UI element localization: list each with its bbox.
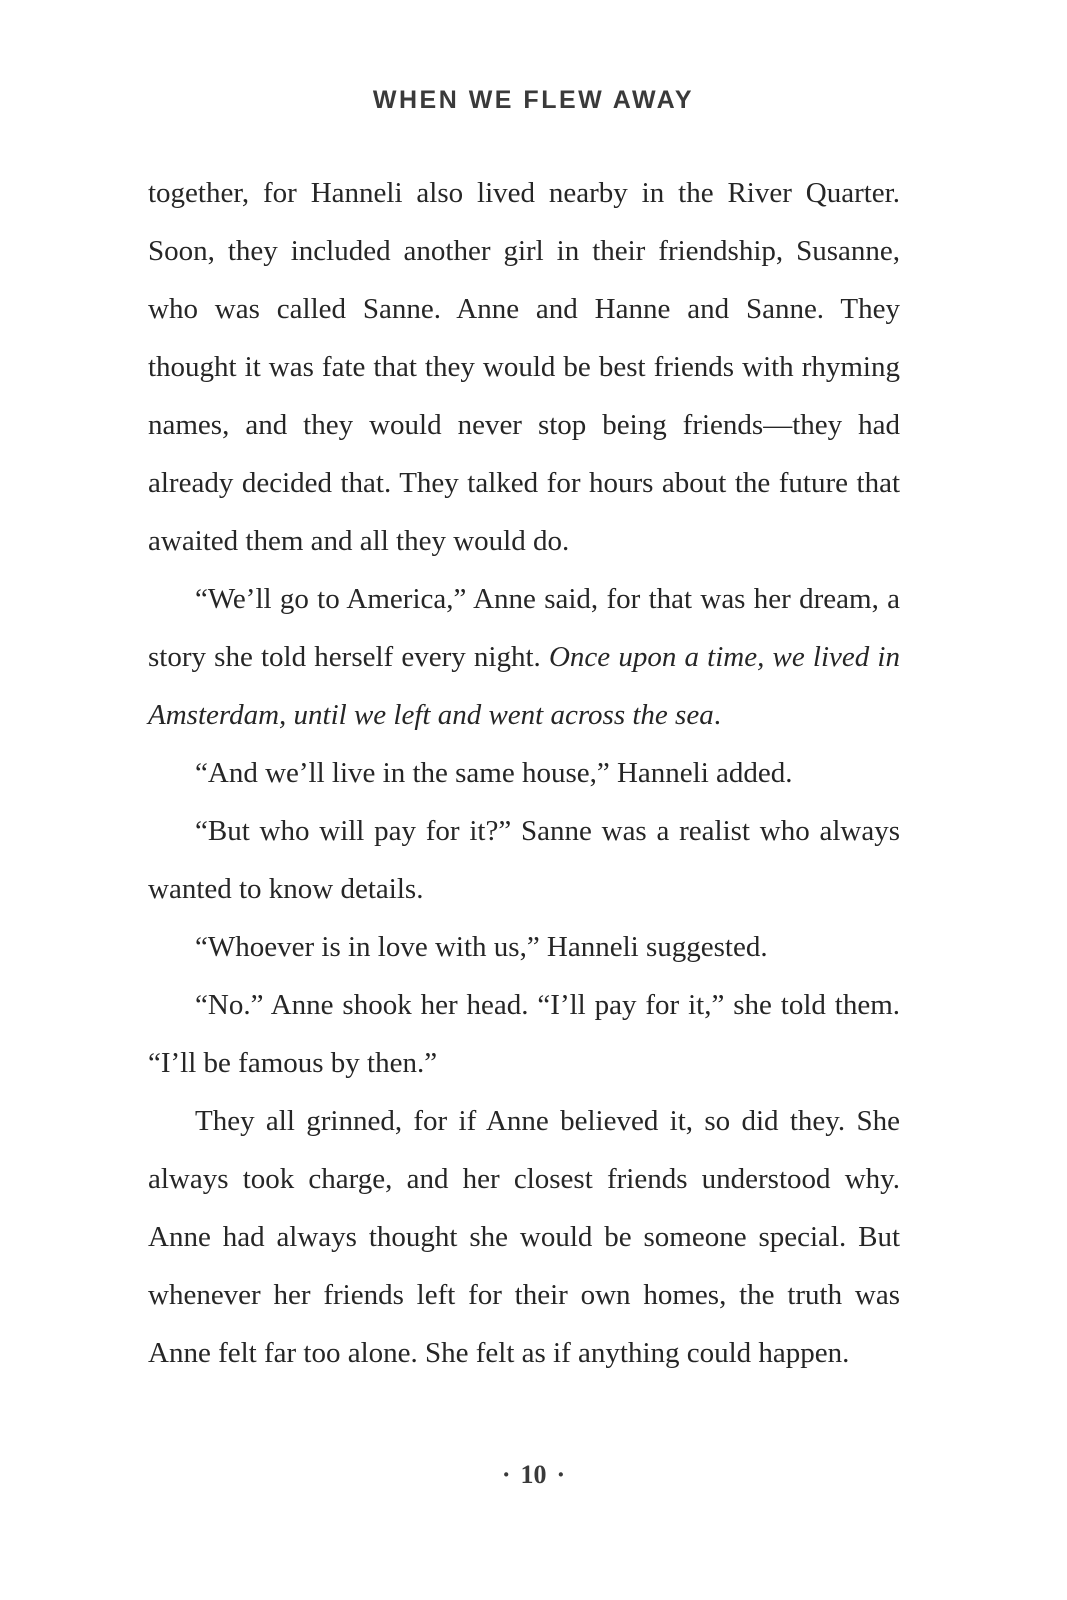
paragraph [148, 1092, 900, 1382]
text-run: “But who will pay for it?” Sanne was a realist who always wanted to know details. [148, 815, 900, 905]
text-run: “And we’ll live in the same house,” Hanneli added. [195, 757, 793, 789]
page-number-footer [0, 1460, 1067, 1490]
page-number: 10 [520, 1460, 547, 1489]
folio-bullet-right: · [556, 1460, 566, 1489]
text-run: . [713, 699, 721, 731]
paragraph [148, 802, 900, 918]
text-run: “No.” Anne shook her head. “I’ll pay for it,” she told them. “I’ll be famous by then.” [148, 989, 900, 1079]
text-run: “We’ll go to America,” Anne said, for that was her dream, a story she told herself every night. [148, 583, 900, 673]
folio-bullet-left: · [501, 1460, 511, 1489]
text-run: They all grinned, for if Anne believed it, so did they. She always took charge, and her closest friends understood why. Anne had always thought she would be someone special. But whenever her friends left for their own homes, the truth was Anne felt far too alone. She felt as if anything could happen. [148, 1105, 900, 1369]
paragraph [148, 744, 900, 802]
italic-text-run: Once upon a time, we lived in Amsterdam, until we left and went across the sea [148, 641, 900, 731]
paragraph [148, 164, 900, 570]
paragraph [148, 570, 900, 744]
paragraph [148, 976, 900, 1092]
body-text [148, 164, 900, 1382]
paragraph [148, 918, 900, 976]
running-head: WHEN WE FLEW AWAY [372, 86, 695, 114]
text-run: “Whoever is in love with us,” Hanneli suggested. [195, 931, 768, 963]
text-run: together, for Hanneli also lived nearby in the River Quarter. Soon, they included another girl in their friendship, Susanne, who was called Sanne. Anne and Hanne and Sanne. They thought it was fate that they would be best friends with rhyming names, and they would never stop being friends—they had already decided that. They talked for hours about the future that awaited them and all they would do. [148, 177, 900, 557]
